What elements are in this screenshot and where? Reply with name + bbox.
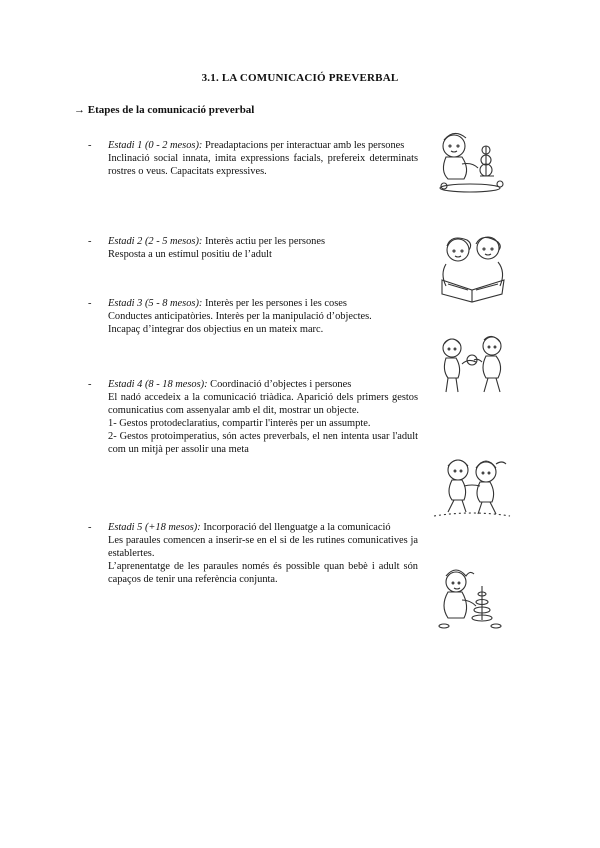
stage-4-heading: [108, 378, 418, 391]
stage-3-line-1: Conductes anticipatòries. Interès per la manipulació d’objectes.: [108, 311, 372, 323]
illustration-children-playing: [432, 330, 514, 402]
stage-2: [88, 235, 418, 261]
stage-4-line-2: 1- Gestos protodeclaratius, compartir l'interès per un assumpte.: [108, 418, 371, 430]
section-subtitle: → Etapes de la comunicació preverbal: [74, 104, 255, 116]
illustration-baby-stacking-rings: [430, 564, 512, 636]
stage-1-label: Estadi 1 (0 - 2 mesos):: [108, 140, 203, 151]
list-dash: -: [88, 140, 92, 151]
stage-2-heading-text: Interès actiu per les persones: [202, 236, 325, 247]
illustration-children-walking: [430, 452, 512, 524]
stage-1-heading-text: Preadaptacions per interactuar amb les persones: [202, 140, 405, 151]
stage-1-heading: [108, 139, 418, 152]
stage-1-line-1: Inclinació social innata, imita expressions facials, prefereix determinats rostres o veus. Capacitats expressives.: [108, 153, 418, 178]
stage-3-line-2: Incapaç d’integrar dos objectius en un mateix marc.: [108, 324, 324, 336]
list-dash: -: [88, 298, 92, 309]
section-title: 3.1. LA COMUNICACIÓ PREVERBAL: [201, 72, 399, 84]
stage-3-heading-text: Interès per les persones i les coses: [202, 298, 347, 309]
list-dash: -: [88, 522, 92, 533]
children-walking-drawing: [430, 452, 512, 524]
stage-2-heading: [108, 235, 418, 248]
stage-5-line-2: L’aprenentatge de les paraules només és possible quan bebè i adult són capaços de tenir una referència conjunta.: [108, 561, 418, 586]
stage-4-heading-text: Coordinació d’objectes i persones: [207, 379, 352, 390]
baby-stacking-rings-drawing: [430, 564, 512, 636]
children-playing-drawing: [432, 330, 514, 402]
stage-5-line-1: Les paraules comencen a inserir-se en el si de les rutines comunicatives ja establertes.: [108, 535, 418, 560]
stage-3-heading: [108, 297, 418, 310]
children-reading-drawing: [432, 232, 514, 304]
baby-with-toy-drawing: [430, 126, 512, 198]
stage-5-label: Estadi 5 (+18 mesos):: [108, 522, 201, 533]
stage-1: [88, 139, 418, 178]
stage-4-label: Estadi 4 (8 - 18 mesos):: [108, 379, 208, 390]
list-dash: -: [88, 236, 92, 247]
stage-5: [88, 521, 418, 586]
stage-4: [88, 378, 418, 457]
stage-5-heading-text: Incorporació del llenguatge a la comunicació: [200, 522, 391, 533]
stage-5-heading: [108, 521, 418, 534]
stage-2-line-1: Resposta a un estímul positiu de l’adult: [108, 249, 272, 261]
stage-4-line-3: 2- Gestos protoimperatius, són actes preverbals, el nen intenta usar l'adult com un mitjà per assolir una meta: [108, 431, 418, 456]
list-dash: -: [88, 379, 92, 390]
stage-2-label: Estadi 2 (2 - 5 mesos):: [108, 236, 203, 247]
stage-3-label: Estadi 3 (5 - 8 mesos):: [108, 298, 203, 309]
stage-4-line-1: El nadó accedeix a la comunicació triàdica. Aparició dels primers gestos comunicatius com assenyalar amb el dit, mostrar un objecte.: [108, 392, 418, 417]
stage-3: [88, 297, 418, 336]
illustration-baby-with-toy: [430, 126, 512, 198]
illustration-children-reading: [432, 232, 514, 304]
